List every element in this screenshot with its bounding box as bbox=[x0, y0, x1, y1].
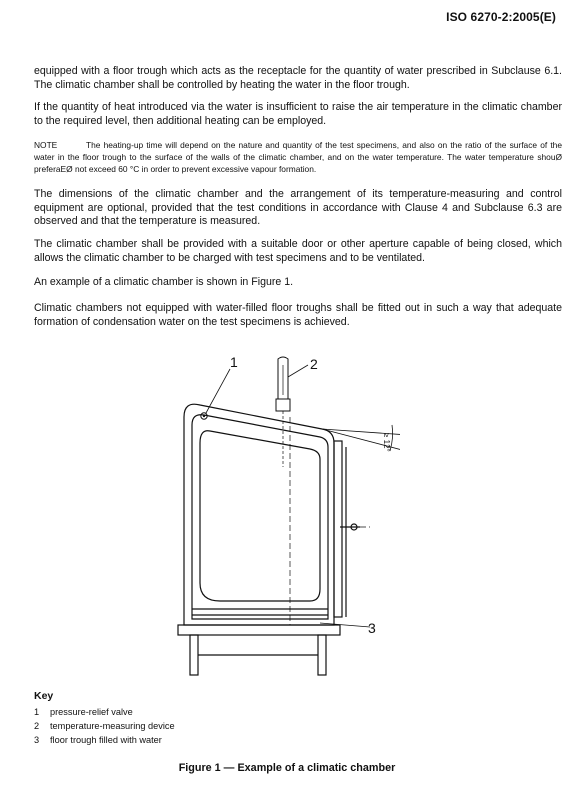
paragraph-additional-heating: If the quantity of heat introduced via the water is insufficient to raise the air temperature in the climatic chamber to the required level, then additional heating can be employed. bbox=[34, 101, 562, 127]
chamber-inner-wall bbox=[192, 415, 328, 619]
leader-line-1 bbox=[206, 369, 230, 413]
key-item-number: 2 bbox=[34, 721, 40, 731]
figure-caption: Figure 1 — Example of a climatic chamber bbox=[178, 762, 396, 774]
climatic-chamber-drawing bbox=[170, 355, 400, 685]
callout-2: 2 bbox=[310, 356, 318, 372]
key-item bbox=[34, 735, 162, 745]
document-header: ISO 6270-2:2005(E) bbox=[446, 10, 556, 24]
angle-label: ≥ 12° bbox=[382, 433, 391, 452]
callout-3: 3 bbox=[368, 620, 376, 636]
paragraph-door: The climatic chamber shall be provided with a suitable door or other aperture capable of being closed, which allows the climatic chamber to be charged with test specimens and to be ventilated. bbox=[34, 238, 562, 264]
key-item bbox=[34, 707, 133, 717]
paragraph-dimensions: The dimensions of the climatic chamber and the arrangement of its temperature-measuring and control equipment are optional, provided that the test conditions in accordance with Clause 4 and Subclause 6.3 are observed and that the temperature is measured. bbox=[34, 188, 562, 228]
chamber-window bbox=[200, 431, 320, 601]
key-item bbox=[34, 721, 175, 731]
callout-1: 1 bbox=[230, 355, 238, 370]
left-leg bbox=[190, 635, 198, 675]
paragraph-example-ref: An example of a climatic chamber is shown in Figure 1. bbox=[34, 276, 294, 288]
climatic-chamber-figure bbox=[170, 355, 400, 685]
chamber-outer-wall bbox=[184, 404, 334, 625]
key-item-number: 3 bbox=[34, 735, 40, 745]
pressure-relief-valve-center bbox=[203, 415, 205, 417]
note-label: NOTE bbox=[34, 140, 58, 150]
key-title: Key bbox=[34, 690, 54, 702]
chamber-door bbox=[334, 441, 342, 617]
leader-line-2 bbox=[288, 365, 308, 377]
key-item-text: pressure-relief valve bbox=[50, 707, 133, 717]
temperature-measuring-device bbox=[276, 357, 290, 467]
paragraph-floor-trough: equipped with a floor trough which acts as the receptacle for the quantity of water prescribed in Subclause 6.1. The climatic chamber shall be controlled by heating the water in the floor trough. bbox=[34, 65, 562, 91]
note-block bbox=[34, 139, 562, 176]
key-item-number: 1 bbox=[34, 707, 40, 717]
right-leg bbox=[318, 635, 326, 675]
note-text: The heating-up time will depend on the nature and quantity of the test specimens, and also on the ratio of the surface of the water in the floor trough to the surface of the walls of the climatic chamber, and on the water temperature. The water temperature shouØ preferaEØ not exceed 60 °C in order to prevent excessive vapour formation. bbox=[34, 140, 562, 175]
key-item-text: temperature-measuring device bbox=[50, 721, 175, 731]
key-item-text: floor trough filled with water bbox=[50, 735, 162, 745]
paragraph-no-trough: Climatic chambers not equipped with water-filled floor troughs shall be fitted out in such a way that adequate formation of condensation water on the test specimens is achieved. bbox=[34, 302, 562, 328]
chamber-base bbox=[178, 625, 340, 635]
